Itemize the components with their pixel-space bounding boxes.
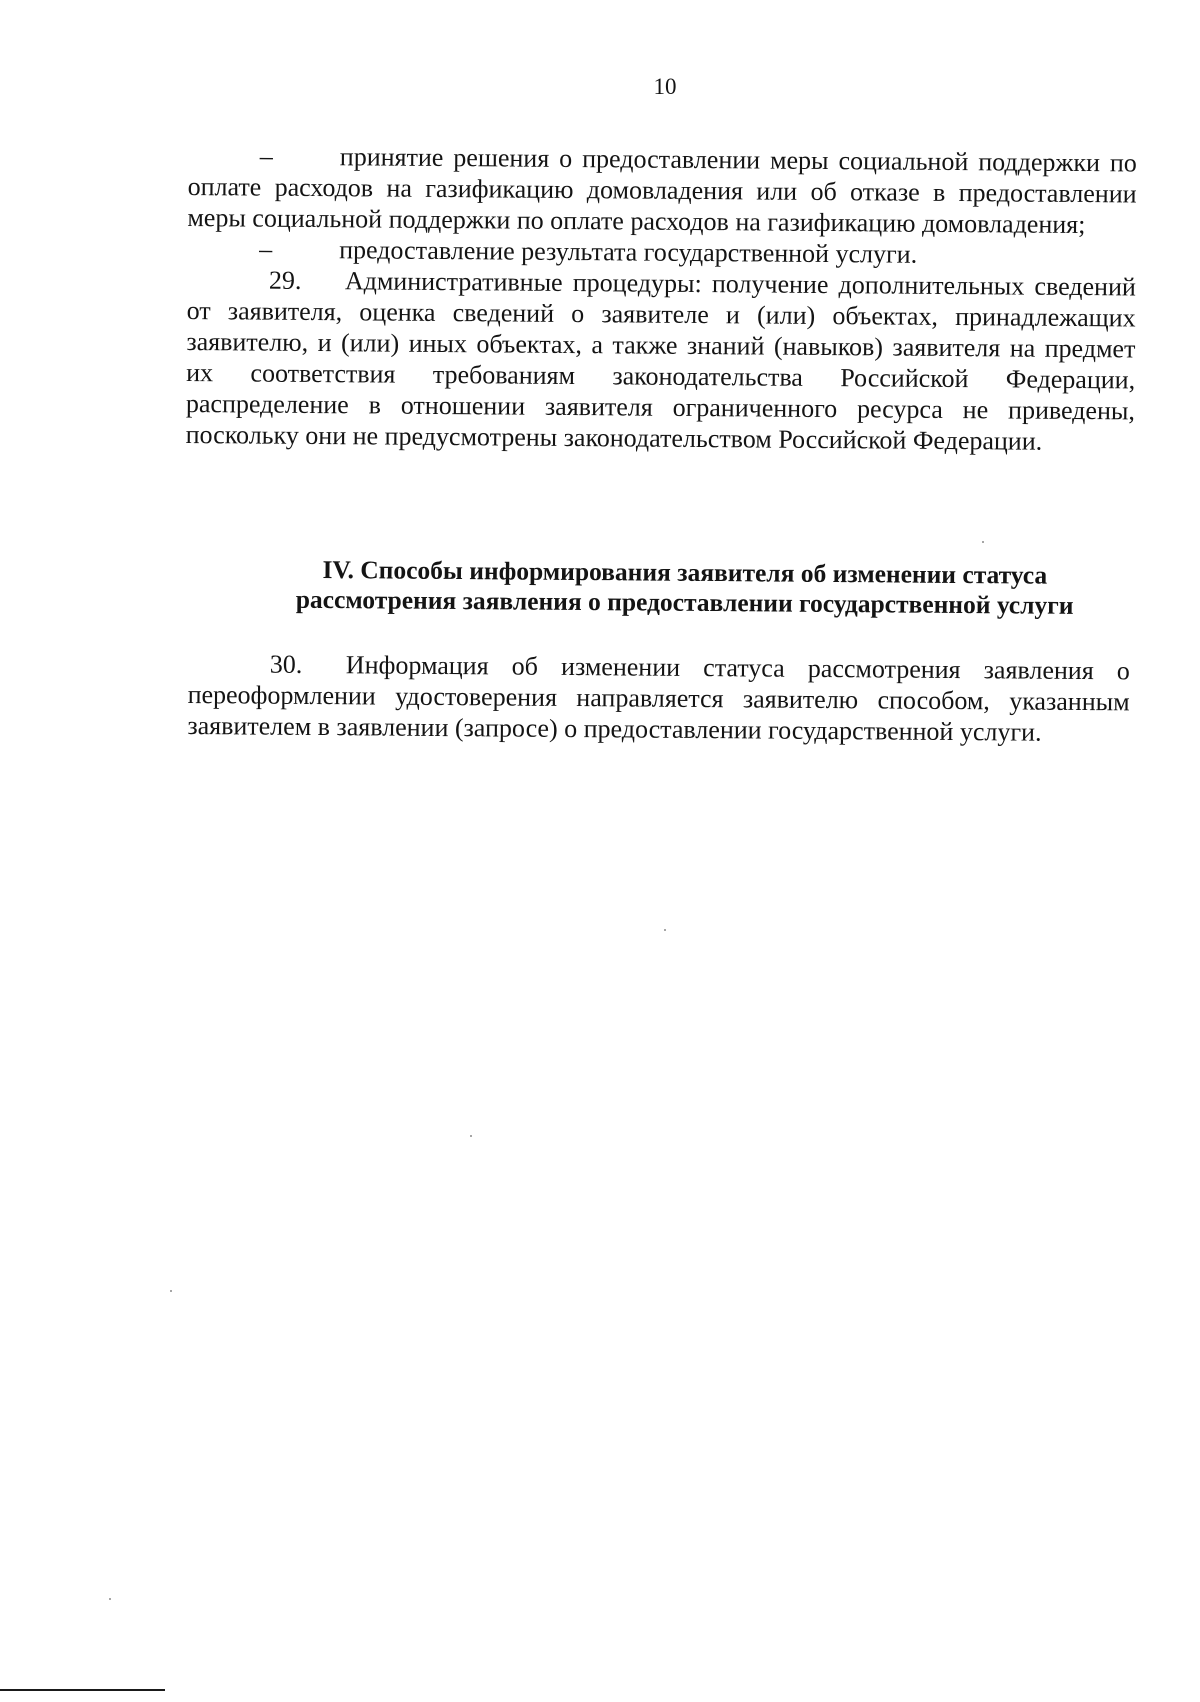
page-number: 10 [653, 74, 677, 99]
paragraph-number: 30. [269, 649, 303, 679]
paragraph-30 [187, 648, 1130, 748]
paragraph-number: 29. [268, 265, 302, 295]
section-heading [200, 554, 1170, 622]
scan-speck [664, 929, 666, 931]
section-heading-line-1: IV. Способы информирования заявителя об изменении статуса [322, 554, 1048, 590]
list-item-text: принятие решения о предоставлении меры социальной поддержки по оплате расходов на газификацию домовладения или об отказе в предоставлении меры социальной поддержки по оплате расходов на газификацию домовладения; [187, 142, 1137, 240]
scan-speck [109, 1598, 111, 1600]
paragraph-29 [186, 264, 1136, 457]
list-dash: – [259, 234, 273, 264]
list-dash: – [259, 141, 273, 171]
paragraph-text: Административные процедуры: получение дополнительных сведений от заявителя, оценка сведений о заявителе и (или) объектах, принадлежащих заявителю, и (или) иных объектах, а также знаний (навыков) заявителя на предмет их соответствия требованиям законодательства Российской Федерации, распределение в отношении заявителя ограниченного ресурса не приведены, поскольку они не предусмотрены законодательством Российской Федерации. [185, 266, 1136, 456]
section-text-block [187, 648, 1130, 748]
scan-speck [170, 1290, 172, 1292]
scan-speck [982, 541, 984, 543]
list-item [187, 140, 1137, 240]
paragraph-text: Информация об изменении статуса рассмотрения заявления о переоформлении удостоверения направляется заявителю способом, указанным заявителем в заявлении (запросе) о предоставлении государственной услуги. [187, 650, 1130, 747]
list-item-text: предоставление результата государственной услуги. [339, 235, 918, 269]
scan-edge-line [0, 1689, 165, 1691]
scan-speck [470, 1135, 472, 1137]
main-text-block [186, 140, 1137, 457]
section-heading-line-2: рассмотрения заявления о предоставлении государственной услуги [295, 584, 1074, 620]
